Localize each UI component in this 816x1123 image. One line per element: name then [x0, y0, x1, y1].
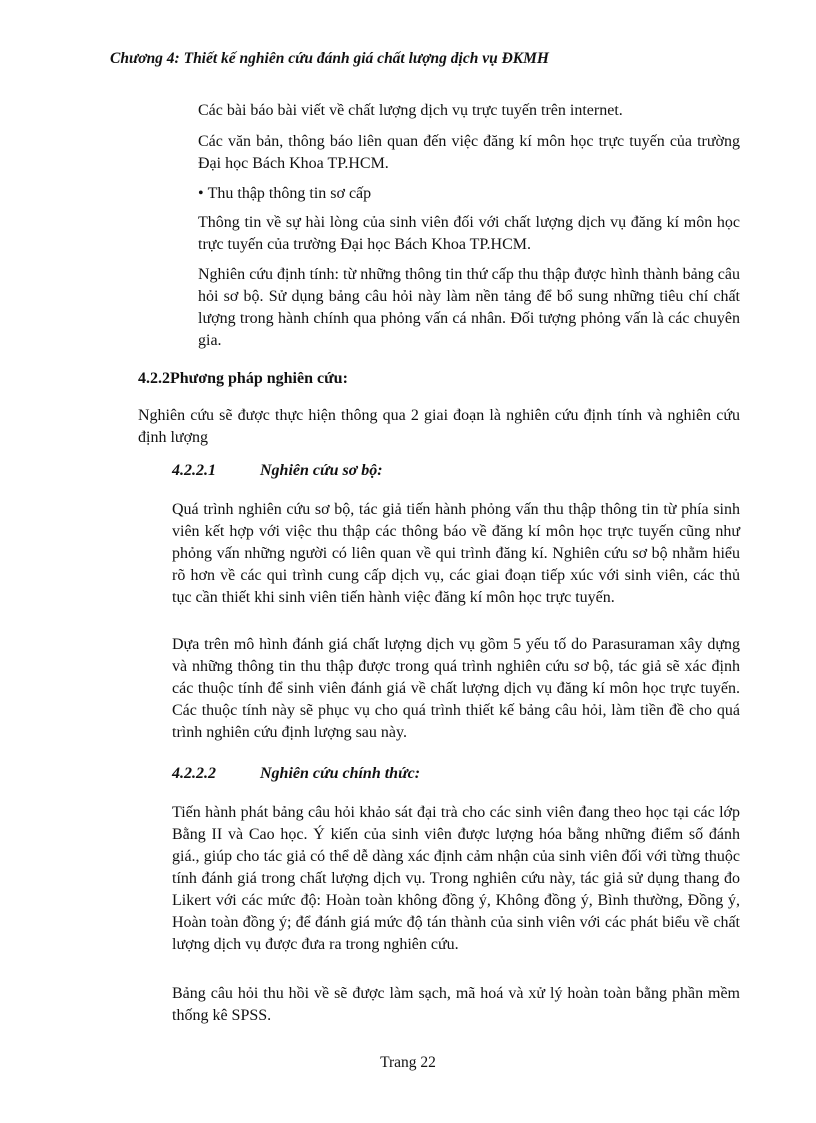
subsection-heading-formal	[172, 765, 420, 783]
page-number: Trang 22	[380, 1054, 436, 1071]
chapter-header: Chương 4: Thiết kế nghiên cứu đánh giá chất lượng dịch vụ ĐKMH	[110, 50, 549, 67]
subsection-title: Nghiên cứu chính thức:	[260, 765, 421, 782]
paragraph-survey: Tiến hành phát bảng câu hỏi khảo sát đại trà cho các sinh viên đang theo học tại các lớp Bằng II và Cao học. Ý kiến của sinh viên được lượng hóa bằng những điểm số đánh giá., giúp cho tác giả có thể dễ dàng xác định cảm nhận của sinh viên đối với từng thuộc tính đánh giá trong chất lượng dịch vụ. Trong nghiên cứu này, tác giả sử dụng thang đo Likert với các mức độ: Hoàn toàn không đồng ý, Không đồng ý, Bình thường, Đồng ý, Hoàn toàn đồng ý; để đánh giá mức độ tán thành của sinh viên với các phát biểu về chất lượng dịch vụ được đưa ra trong nghiên cứu.	[172, 804, 740, 953]
paragraph-satisfaction: Thông tin về sự hài lòng của sinh viên đối với chất lượng dịch vụ đăng kí môn học trực tuyến của trường Đại học Bách Khoa TP.HCM.	[198, 214, 740, 253]
paragraph-parasuraman: Dựa trên mô hình đánh giá chất lượng dịch vụ gồm 5 yếu tố do Parasuraman xây dựng và những thông tin thu thập được trong quá trình nghiên cứu sơ bộ, tác giả sẽ xác định các thuộc tính để sinh viên đánh giá về chất lượng dịch vụ đăng kí môn học trực tuyến. Các thuộc tính này sẽ phục vụ cho quá trình thiết kế bảng câu hỏi, làm tiền đề cho quá trình nghiên cứu định lượng sau này.	[172, 636, 740, 741]
paragraph-stages: Nghiên cứu sẽ được thực hiện thông qua 2 giai đoạn là nghiên cứu định tính và nghiên cứu định lượng	[138, 407, 740, 446]
paragraph-documents: Các văn bản, thông báo liên quan đến việc đăng kí môn học trực tuyến của trường Đại học Bách Khoa TP.HCM.	[198, 133, 740, 172]
paragraph-preliminary-process: Quá trình nghiên cứu sơ bộ, tác giả tiến hành phỏng vấn thu thập thông tin từ phía sinh viên kết hợp với việc thu thập các thông báo về đăng kí môn học trực tuyến cũng như phỏng vấn những người có liên quan về qui trình đăng kí. Nghiên cứu sơ bộ nhằm hiểu rõ hơn về các qui trình cung cấp dịch vụ, các giai đoạn tiếp xúc với sinh viên, các thủ tục cần thiết khi sinh viên tiến hành việc đăng kí môn học trực tuyến.	[172, 501, 740, 606]
bullet-icon: •	[198, 185, 204, 202]
paragraph-qualitative: Nghiên cứu định tính: từ những thông tin thứ cấp thu thập được hình thành bảng câu hỏi sơ bộ. Sử dụng bảng câu hỏi này làm nền tảng để bổ sung những tiêu chí chất lượng trong hành chính qua phỏng vấn cá nhân. Đối tượng phỏng vấn là các chuyên gia.	[198, 266, 740, 349]
subsection-number: 4.2.2.1	[172, 462, 216, 479]
paragraph-spss: Bảng câu hỏi thu hồi về sẽ được làm sạch, mã hoá và xử lý hoàn toàn bằng phần mềm thống kê SPSS.	[172, 985, 740, 1024]
subsection-heading-preliminary	[172, 462, 383, 480]
section-heading: 4.2.2Phương pháp nghiên cứu:	[138, 370, 348, 387]
bullet-primary-info	[198, 183, 740, 205]
paragraph-online-articles: Các bài báo bài viết về chất lượng dịch vụ trực tuyến trên internet.	[198, 102, 623, 119]
subsection-title: Nghiên cứu sơ bộ:	[260, 462, 383, 479]
bullet-text: Thu thập thông tin sơ cấp	[207, 185, 372, 202]
subsection-number: 4.2.2.2	[172, 765, 216, 782]
